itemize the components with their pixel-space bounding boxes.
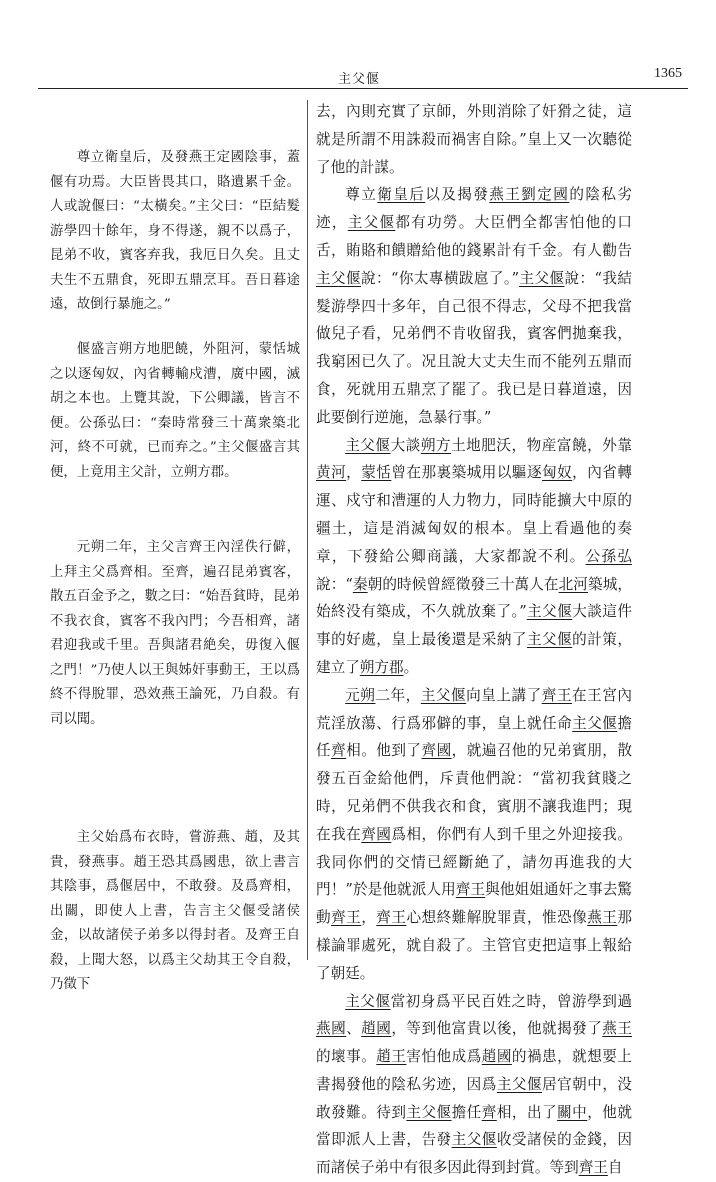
text-segment: 說：“ — [316, 576, 353, 593]
text-segment: 。 — [404, 659, 419, 676]
proper-noun: 齊王 — [542, 687, 572, 704]
proper-noun: 主父偃 — [345, 437, 390, 454]
page-number: 1365 — [654, 66, 682, 82]
proper-noun: 主父偃 — [519, 270, 564, 287]
text-segment: 在王宮內荒淫放蕩、行爲邪僻的事，皇上就任命 — [316, 687, 632, 732]
text-segment: 大談 — [391, 437, 421, 454]
proper-noun: 北河 — [559, 576, 588, 593]
text-segment: ， — [346, 464, 361, 481]
proper-noun: 朔方 — [421, 437, 451, 454]
classical-text: 元朔二年，主父言齊王內淫佚行僻，上拜主父爲齊相。至齊，遍召昆弟賓客，散五百金予之，數之曰：“始吾貧時，昆弟不我衣食，賓客不我內門；今吾相齊，諸君迎我或千里。吾與諸君絶矣，毋復入偃之門！”乃使人以王與姊奸事動王，王以爲終不得脫罪，恐效燕王論死，乃自殺。有司以聞。 — [50, 540, 300, 727]
translation-paragraph — [316, 181, 632, 431]
text-segment: 朝的時候曾經徵發三十萬人在 — [368, 576, 559, 593]
proper-noun: 衛皇后 — [377, 186, 425, 203]
text-segment: 二年， — [375, 687, 420, 704]
text-segment: 收受諸侯的金錢，因而諸侯子弟中有很多因此得到封賞。等到 — [316, 1131, 632, 1176]
proper-noun: 黄河 — [316, 464, 346, 481]
proper-noun: 主父偃 — [348, 214, 396, 231]
proper-noun: 劉定國 — [521, 186, 569, 203]
text-segment: 相。他到了 — [346, 742, 421, 759]
proper-noun: 主父偃 — [497, 1076, 542, 1093]
text-segment: 與他姐姐通奸之事去驚動 — [316, 881, 632, 926]
proper-noun: 主父偃 — [406, 1104, 451, 1121]
text-segment: 尊立 — [345, 186, 377, 203]
proper-noun: 主父偃 — [452, 1131, 497, 1148]
text-segment: 說：“你太專横跋扈了。” — [361, 270, 519, 287]
text-segment: 的壞事。 — [316, 1048, 376, 1065]
text-segment: 那樣論罪處死，就自殺了。主管官吏把這事上報給了朝廷。 — [316, 909, 632, 982]
proper-noun: 公孫弘 — [586, 548, 632, 565]
proper-noun: 齊 — [482, 1104, 497, 1121]
proper-noun: 趙王 — [376, 1048, 406, 1065]
text-segment: ，等到他富貴以後，他就揭發了 — [391, 1020, 602, 1037]
proper-noun: 齊王 — [579, 1159, 608, 1176]
translation-paragraph — [316, 682, 632, 988]
proper-noun: 趙國 — [482, 1048, 512, 1065]
text-segment: 築城，始終没有築成，不久就放棄了。” — [316, 576, 632, 621]
running-title: 主父偃 — [338, 68, 380, 87]
classical-text: 尊立衛皇后，及發燕王定國陰事，蓋偃有功焉。大臣皆畏其口，賂遺累千金。人或說偃曰：“太橫矣。”主父曰：“臣結髮游學四十餘年，身不得遂，親不以爲子，昆弟不收，賓客弃我，我厄日久矣。且丈夫生不五鼎食，死即五鼎烹耳。吾日暮途遠，故倒行暴施之。” — [50, 150, 300, 312]
proper-noun: 燕王 — [587, 909, 617, 926]
proper-noun: 朔方郡 — [360, 659, 404, 676]
text-segment: 相，出了 — [497, 1104, 557, 1121]
text-segment: 的禍患，就想要上書揭發他的陰私劣迹，因爲 — [316, 1048, 632, 1093]
text-segment: 說：“我結髮游學四十多年，自己很不得志，父母不把我當做兒子看，兄弟們不肯收留我，賓客們拋棄我，我窮困已久了。况且說大丈夫生而不能列五鼎而食，死就用五鼎烹了罷了。我已是日暮道遠，因此要倒行逆施，急暴行事。” — [316, 270, 632, 426]
text-segment: ，他就當即派人上書，告發 — [316, 1104, 632, 1149]
proper-noun: 齊國 — [361, 826, 391, 843]
text-segment: 爲相，你們有人到千里之外迎接我。我同你們的交情已經斷絶了，請勿再進我的大門！”於是他就派人用 — [316, 826, 632, 899]
proper-noun: 主父偃 — [316, 270, 361, 287]
classical-text: 主父始爲布衣時，嘗游燕、趙，及其貴，發燕事。趙王恐其爲國患，欲上書言其陰事，爲偃居中，不敢發。及爲齊相，出關，即使人上書，告言主父偃受諸侯金，以故諸侯子弟多以得封者。及齊王自殺，上聞大怒，以爲主父劫其王令自殺，乃徵下 — [50, 830, 300, 992]
proper-noun: 主父偃 — [572, 715, 617, 732]
classical-paragraph — [50, 146, 300, 318]
proper-noun: 主父偃 — [345, 993, 390, 1010]
translation-paragraph — [316, 98, 632, 181]
proper-noun: 齊 — [331, 742, 346, 759]
text-segment: 、 — [346, 1020, 361, 1037]
proper-noun: 關中 — [557, 1104, 587, 1121]
translation-paragraph — [316, 988, 632, 1182]
classical-paragraph — [50, 826, 300, 998]
classical-paragraph — [50, 536, 300, 732]
proper-noun: 齊王 — [456, 881, 485, 898]
text-segment: 的計策，建立了 — [316, 631, 632, 676]
proper-noun: 主父偃 — [527, 603, 573, 620]
text-segment: ，內省轉運、戍守和漕運的人力物力，同時能擴大中原的疆土，這是消滅匈奴的根本。皇上看過他的奏章，下發給公卿商議，大家都說不利。 — [316, 464, 632, 564]
text-segment: 心想終難解脫罪責，惟恐像 — [406, 909, 587, 926]
text-segment: 以及揭發 — [425, 186, 489, 203]
proper-noun: 燕王 — [489, 186, 521, 203]
text-segment: 擔任 — [452, 1104, 482, 1121]
proper-noun: 元朔 — [345, 687, 375, 704]
text-segment: 擔任 — [316, 715, 632, 760]
proper-noun: 燕王 — [602, 1020, 632, 1037]
proper-noun: 燕國 — [316, 1020, 346, 1037]
text-segment: 都有功勞。大臣們全都害怕他的口舌，賄賂和饋贈給他的錢累計有千金。有人勸告 — [316, 214, 632, 259]
classical-paragraph — [50, 338, 300, 485]
translation-paragraph — [316, 432, 632, 682]
proper-noun: 齊國 — [422, 742, 452, 759]
text-segment: 大談這件事的好處，皇上最後還是采納了 — [316, 603, 632, 648]
text-segment: 向皇上講了 — [466, 687, 542, 704]
classical-text-column — [50, 100, 300, 980]
text-segment: 去，內則充實了京師，外則消除了奸猾之徒，這就是所謂不用誅殺而禍害自除。”皇上又一次聽從了他的計謀。 — [316, 103, 632, 176]
page-header — [38, 62, 688, 89]
proper-noun: 蒙恬 — [361, 464, 391, 481]
text-segment: 曾在那裏築城用以驅逐 — [391, 464, 542, 481]
text-segment: 土地肥沃，物産富饒，外靠 — [451, 437, 632, 454]
proper-noun: 主父偃 — [527, 631, 572, 648]
column-divider — [307, 100, 308, 960]
text-segment: 的陰私劣迹， — [316, 186, 632, 231]
proper-noun: 齊王 — [331, 909, 361, 926]
text-segment: 當初身爲平民百姓之時，曾游學到過 — [391, 993, 632, 1010]
proper-noun: 匈奴 — [542, 464, 572, 481]
text-segment: 居官朝中，没敢發難。待到 — [316, 1076, 632, 1121]
text-segment: ， — [361, 909, 376, 926]
proper-noun: 主父偃 — [421, 687, 466, 704]
classical-text: 偃盛言朔方地肥饒，外阻河，蒙恬城之以逐匈奴，內省轉輸戍漕，廣中國，滅胡之本也。上覽其說，下公卿議，皆言不便。公孫弘曰：“秦時常發三十萬衆築北河，終不可就，已而弃之。”主父偃盛言其便，上竟用主父計，立朔方郡。 — [50, 342, 300, 480]
text-segment: 自 — [608, 1159, 623, 1176]
proper-noun: 秦 — [353, 576, 368, 593]
text-segment: ，就遍召他的兄弟賓朋，散發五百金給他們，斥責他們說：“當初我貧賤之時，兄弟們不供我衣和食，賓朋不讓我進門；現在我在 — [316, 742, 632, 842]
proper-noun: 齊王 — [376, 909, 406, 926]
proper-noun: 趙國 — [361, 1020, 391, 1037]
text-segment: 害怕他成爲 — [406, 1048, 481, 1065]
translation-column — [316, 98, 632, 978]
